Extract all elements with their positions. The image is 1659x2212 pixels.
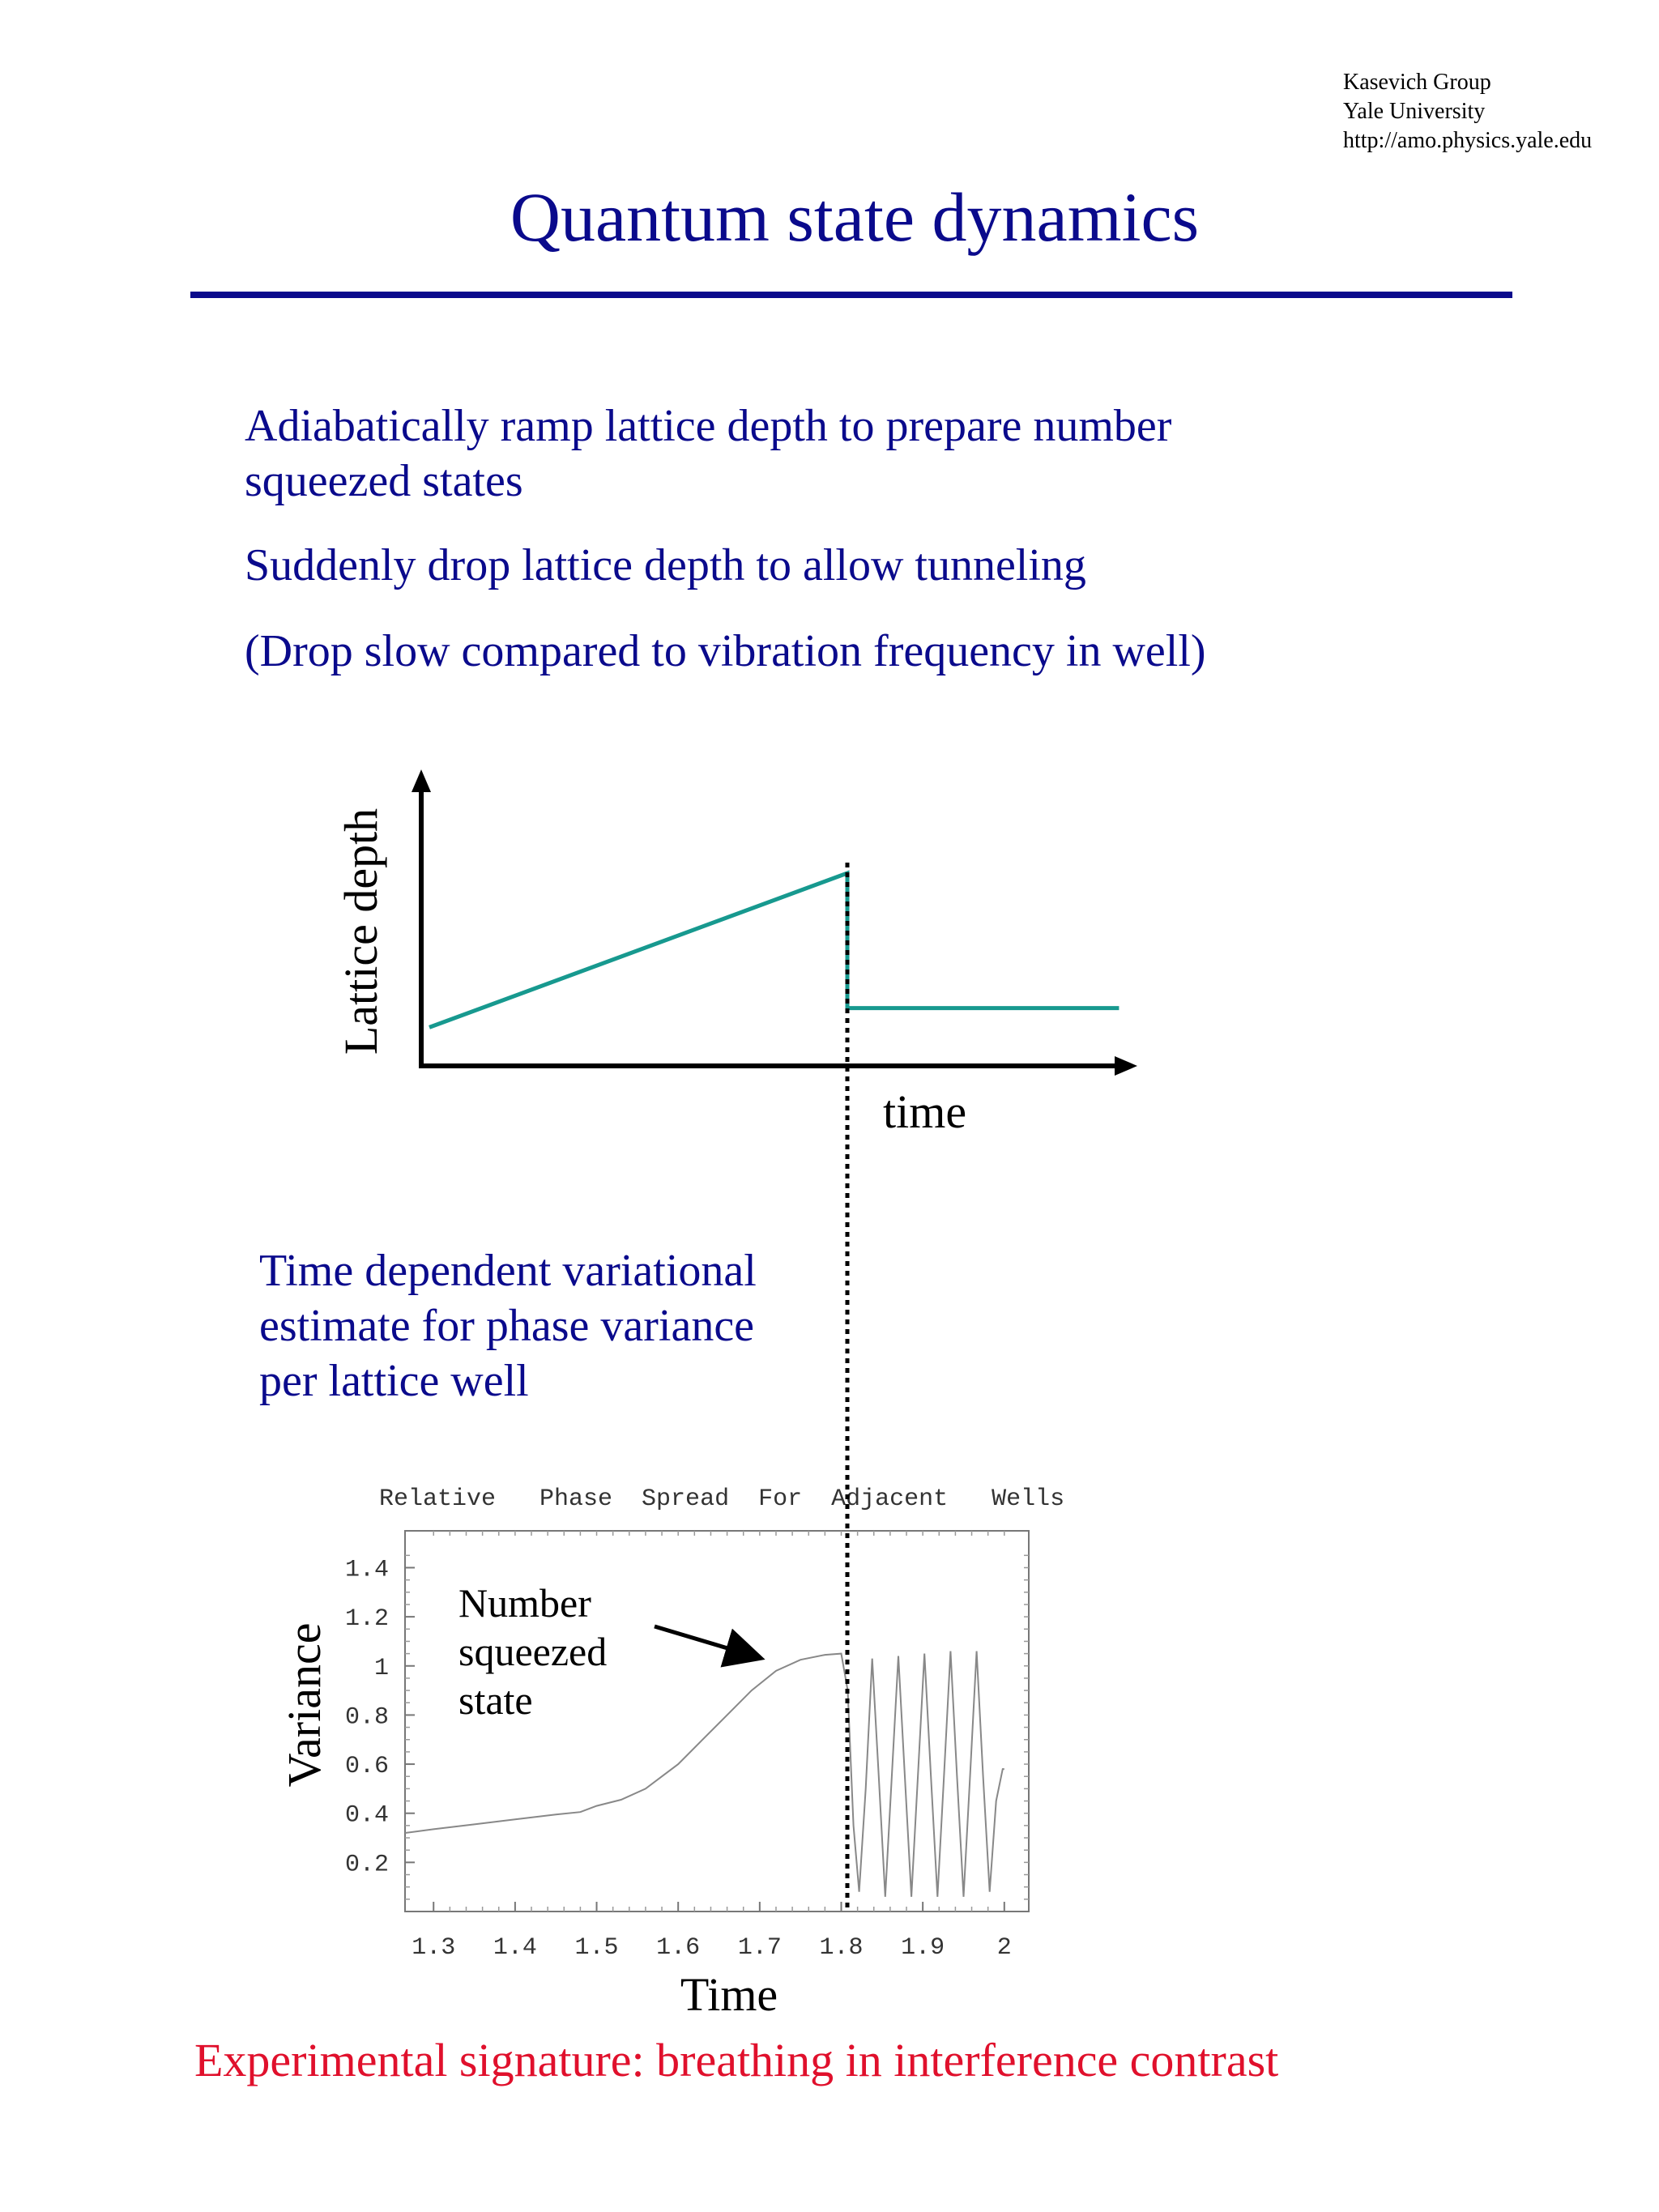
variance-xtick-label: 1.4	[493, 1934, 537, 1962]
header-line-url: http://amo.physics.yale.edu	[1343, 128, 1593, 153]
annotation-line-1: Number	[458, 1580, 591, 1626]
variance-ylabel: Variance	[278, 1622, 331, 1788]
bullet-drop-line-1: Suddenly drop lattice depth to allow tunneling	[245, 540, 1086, 590]
bullet-note-line-1: (Drop slow compared to vibration frequency in well)	[245, 626, 1206, 676]
variance-chart	[278, 1485, 1064, 2021]
variance-ytick-label: 1	[373, 1654, 389, 1682]
variance-xtick-label: 1.9	[901, 1934, 945, 1962]
variance-ytick-label: 1.2	[344, 1605, 389, 1634]
estimate-line-1: Time dependent variational	[259, 1246, 757, 1296]
variance-chart-title: Relative Phase Spread For Adjacent Wells	[379, 1485, 1065, 1513]
variance-xtick-label: 1.5	[574, 1934, 619, 1962]
estimate-line-2: estimate for phase variance	[259, 1301, 755, 1351]
lattice-depth-curve	[429, 873, 1119, 1027]
variance-ytick-label: 0.4	[344, 1801, 389, 1830]
bullet-ramp-line-1: Adiabatically ramp lattice depth to prepare number	[245, 401, 1172, 451]
variance-xtick-label: 1.7	[737, 1934, 782, 1962]
header-line-university: Yale University	[1343, 99, 1486, 124]
lattice-x-arrowhead	[1115, 1056, 1137, 1076]
variance-xlabel: Time	[680, 1968, 778, 2021]
annotation-line-3: state	[458, 1677, 533, 1723]
variance-ytick-label: 1.4	[344, 1556, 389, 1584]
annotation-arrow	[655, 1626, 757, 1657]
estimate-line-3: per lattice well	[259, 1356, 529, 1406]
bullet-ramp-line-2: squeezed states	[245, 456, 523, 506]
lattice-ylabel: Lattice depth	[335, 808, 387, 1055]
page-title: Quantum state dynamics	[510, 178, 1200, 256]
lattice-depth-chart	[335, 769, 1137, 1138]
variance-xtick-label: 1.8	[819, 1934, 864, 1962]
variance-ytick-label: 0.8	[344, 1703, 389, 1732]
variance-ytick-label: 0.2	[344, 1851, 389, 1879]
lattice-y-arrowhead	[412, 769, 431, 792]
header-line-group: Kasevich Group	[1343, 70, 1491, 95]
lattice-xlabel: time	[883, 1085, 967, 1138]
variance-ytick-label: 0.6	[344, 1753, 389, 1781]
variance-xtick-label: 1.6	[656, 1934, 701, 1962]
experimental-signature: Experimental signature: breathing in interference contrast	[194, 2034, 1279, 2086]
annotation-line-2: squeezed	[458, 1629, 608, 1674]
variance-xtick-label: 1.3	[412, 1934, 456, 1962]
variance-xtick-label: 2	[996, 1934, 1012, 1962]
